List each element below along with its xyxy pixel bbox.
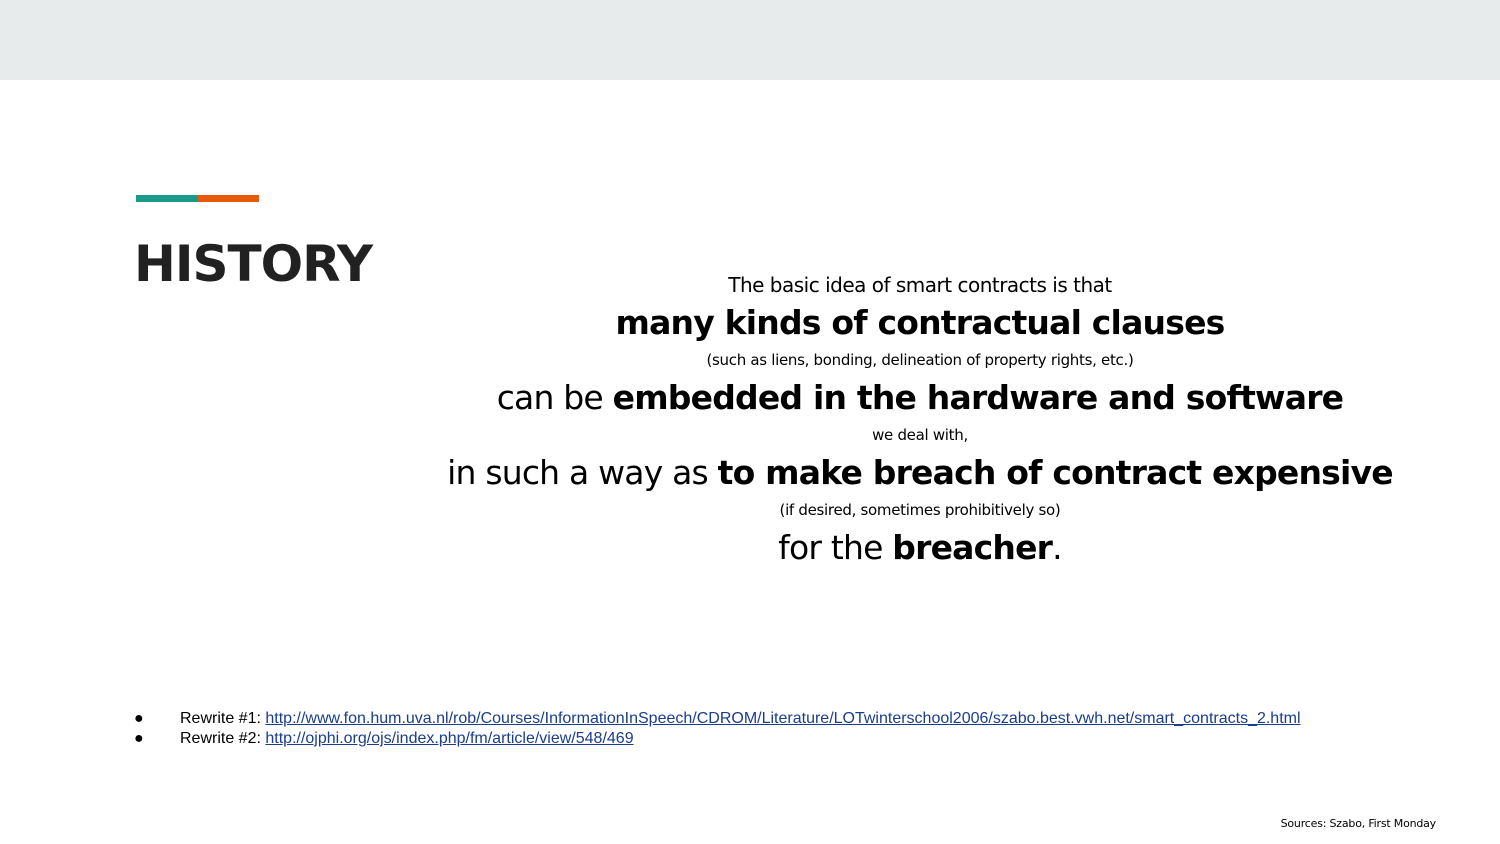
quote-clauses-bold: many kinds of contractual clauses <box>615 303 1225 342</box>
reference-link-2[interactable]: http://ojphi.org/ojs/index.php/fm/article/view/548/469 <box>265 730 634 747</box>
quote-breacher-bold: breacher <box>892 528 1053 567</box>
references-list <box>134 709 1301 749</box>
quote-breach-bold: to make breach of contract expensive <box>717 453 1393 492</box>
title-accent-bar-orange <box>198 195 259 202</box>
quote-line-clauses <box>440 302 1400 344</box>
reference-label: Rewrite #2: <box>180 730 266 747</box>
quote-line-deal-with: we deal with, <box>872 426 968 444</box>
reference-link-1[interactable]: http://www.fon.hum.uva.nl/rob/Courses/InformationInSpeech/CDROM/Literature/LOTwinterschool2006/szabo.best.vwh.net/smart_contracts_2.html <box>265 710 1301 727</box>
quote-embedded-plain: can be <box>496 378 613 417</box>
quote-line-breacher <box>440 527 1400 569</box>
quote-breacher-plain: for the <box>778 528 893 567</box>
quote-line-breach <box>440 452 1400 494</box>
bullet-icon: ● <box>134 730 144 747</box>
quote-breacher-end: . <box>1052 528 1062 567</box>
top-header-band <box>0 0 1500 80</box>
quote-line-intro: The basic idea of smart contracts is that <box>728 273 1112 297</box>
smart-contract-quote <box>440 268 1400 569</box>
title-accent-bar-teal <box>136 195 198 202</box>
bullet-icon: ● <box>134 710 144 727</box>
reference-label: Rewrite #1: <box>180 710 266 727</box>
reference-item-1 <box>134 709 1301 729</box>
sources-footnote: Sources: Szabo, First Monday <box>1280 817 1436 830</box>
quote-line-embedded <box>440 377 1400 419</box>
quote-line-examples: (such as liens, bonding, delineation of property rights, etc.) <box>706 351 1134 369</box>
quote-breach-plain: in such a way as <box>447 453 718 492</box>
slide-title: HISTORY <box>134 235 373 293</box>
quote-embedded-bold: embedded in the hardware and software <box>612 378 1344 417</box>
quote-line-if-desired: (if desired, sometimes prohibitively so) <box>779 501 1061 519</box>
reference-item-2 <box>134 729 1301 749</box>
